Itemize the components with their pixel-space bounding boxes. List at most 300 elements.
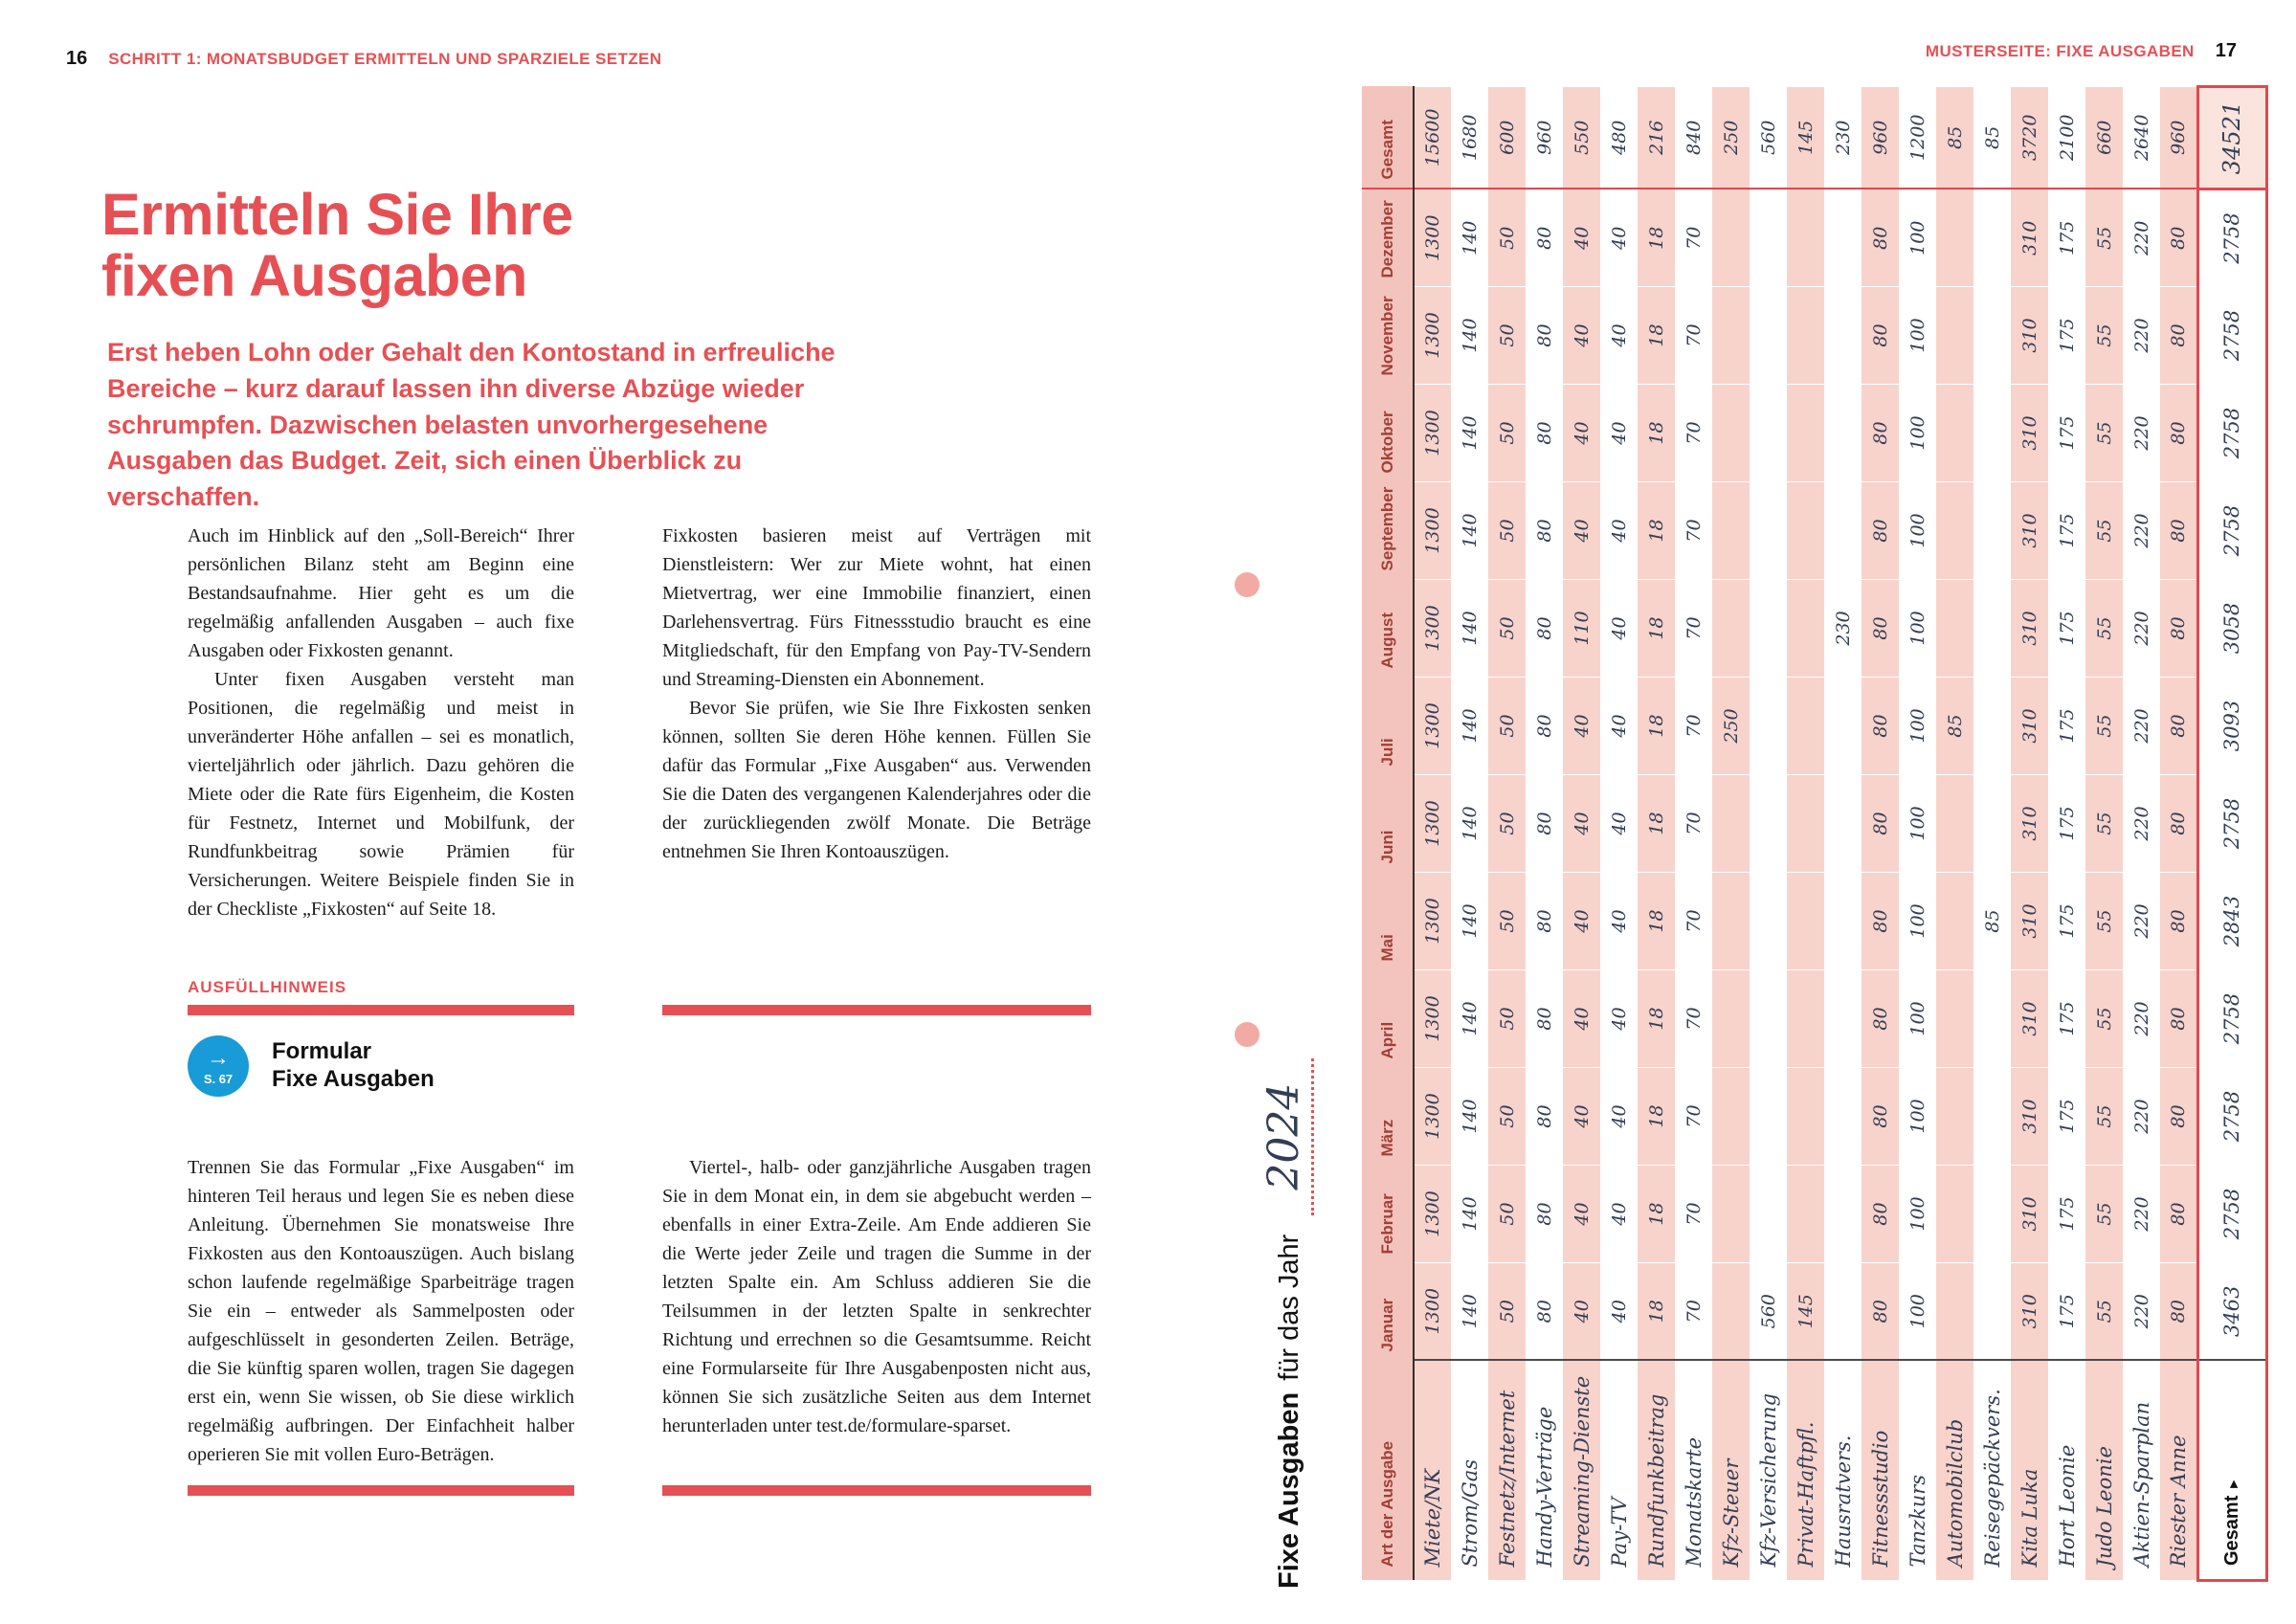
- month-value-cell: 70: [1675, 775, 1712, 873]
- paragraph: Trennen Sie das Formular „Fixe Ausgaben“ im hinteren Teil heraus und legen Sie es neben diese Anleitung. Übernehmen Sie monatsweise Ihre Fixkosten aus den Kontoauszügen. Auch bislang schon laufende regelmäßige Sparbeiträge tragen Sie ein – entweder als Sammelposten oder aufgeschlüsselt in gesonderten Zeilen. Beträge, die Sie künftig sparen wollen, tragen Sie dagegen erst ein, wenn Sie wissen, ob Sie diese wirklich regelmäßig aufbringen. Der Einfachheit halber operieren Sie mit vollen Euro-Beträgen.: [188, 1157, 574, 1465]
- expense-row: [1600, 87, 1638, 1581]
- month-value-cell: 80: [2160, 385, 2197, 482]
- form-reference-line2: Fixe Ausgaben: [272, 1066, 435, 1092]
- month-value-cell: [1750, 1166, 1787, 1263]
- month-value-cell: [1712, 1263, 1750, 1361]
- month-value-cell: 100: [1899, 189, 1936, 287]
- month-value-cell: 55: [2085, 385, 2123, 482]
- row-total-cell: 550: [1563, 87, 1600, 189]
- month-value-cell: 80: [1861, 580, 1899, 678]
- month-value-cell: [1936, 1068, 1973, 1166]
- month-value-cell: 70: [1675, 385, 1712, 482]
- column-header-month: März: [1362, 1068, 1414, 1166]
- month-value-cell: 80: [1861, 287, 1899, 385]
- month-value-cell: 40: [1563, 1166, 1600, 1263]
- month-value-cell: 80: [2160, 873, 2197, 970]
- month-value-cell: [1824, 482, 1861, 580]
- paragraph: Fixkosten basieren meist auf Verträgen mit Dienstleistern: Wer zur Miete wohnt, hat einen Mietvertrag, wer eine Immobilie finanziert, einen Darlehensvertrag. Fürs Fitnessstudio braucht es eine Mitgliedschaft, für den Empfang von Pay-TV-Sendern und Streaming-Diensten ein Abonnement.: [662, 525, 1091, 690]
- month-value-cell: 175: [2048, 970, 2085, 1068]
- month-total-cell: 3058: [2197, 580, 2266, 678]
- expense-row: [1861, 87, 1899, 1581]
- month-value-cell: [1787, 1068, 1824, 1166]
- expense-row: [2011, 87, 2048, 1581]
- month-value-cell: 50: [1488, 287, 1526, 385]
- row-total-cell: 85: [1936, 87, 1973, 189]
- month-value-cell: 40: [1600, 385, 1638, 482]
- month-value-cell: 220: [2123, 1068, 2160, 1166]
- month-value-cell: 80: [1861, 873, 1899, 970]
- month-value-cell: 40: [1600, 189, 1638, 287]
- expense-row: [1824, 87, 1861, 1581]
- intro-paragraph: Erst heben Lohn oder Gehalt den Kontostand in erfreuliche Bereiche – kurz darauf lassen ihn diverse Abzüge wieder schrumpfen. Dazwischen belasten unvorhergesehene Ausgaben das Budget. Zeit, sich einen Überblick zu verschaffen.: [107, 338, 836, 512]
- month-value-cell: 220: [2123, 970, 2160, 1068]
- month-value-cell: 18: [1638, 678, 1675, 775]
- body-column-2: [662, 522, 1091, 866]
- arrow-icon: ▸: [2224, 1480, 2241, 1488]
- month-value-cell: 40: [1600, 970, 1638, 1068]
- month-value-cell: 80: [1861, 1166, 1899, 1263]
- month-value-cell: 220: [2123, 775, 2160, 873]
- month-value-cell: 220: [2123, 385, 2160, 482]
- column-header-month: Oktober: [1362, 385, 1414, 482]
- month-value-cell: 140: [1451, 1263, 1488, 1361]
- month-value-cell: 140: [1451, 775, 1488, 873]
- month-value-cell: 80: [2160, 287, 2197, 385]
- month-value-cell: 80: [1526, 287, 1563, 385]
- paragraph: Auch im Hinblick auf den „Soll-Bereich“ Ihrer persönlichen Bilanz steht am Beginn eine Bestandsaufnahme. Hier geht es um die regelmäßig anfallenden Ausgaben – auch fixe Ausgaben oder Fixkosten genannt.: [188, 525, 574, 661]
- row-total-cell: 230: [1824, 87, 1861, 189]
- month-value-cell: 100: [1899, 678, 1936, 775]
- month-value-cell: [1787, 970, 1824, 1068]
- expense-row: [1451, 87, 1488, 1581]
- month-value-cell: [1787, 580, 1824, 678]
- month-value-cell: 80: [1526, 482, 1563, 580]
- month-value-cell: [1712, 482, 1750, 580]
- month-value-cell: 140: [1451, 873, 1488, 970]
- month-value-cell: 310: [2011, 1166, 2048, 1263]
- fixe-ausgaben-grid: [1362, 85, 2268, 1582]
- expense-name: Tanzkurs: [1899, 1361, 1936, 1581]
- month-total-cell: 3093: [2197, 678, 2266, 775]
- month-value-cell: 140: [1451, 678, 1488, 775]
- expense-name: Kfz-Versicherung: [1750, 1361, 1787, 1581]
- month-value-cell: [1824, 775, 1861, 873]
- month-value-cell: 1300: [1414, 970, 1451, 1068]
- month-value-cell: 1300: [1414, 482, 1451, 580]
- month-value-cell: 175: [2048, 580, 2085, 678]
- month-value-cell: 80: [1526, 1166, 1563, 1263]
- month-value-cell: 310: [2011, 287, 2048, 385]
- month-value-cell: [1712, 1068, 1750, 1166]
- column-header-month: Dezember: [1362, 189, 1414, 287]
- month-value-cell: 80: [1526, 1068, 1563, 1166]
- month-value-cell: 85: [1936, 678, 1973, 775]
- month-value-cell: 140: [1451, 970, 1488, 1068]
- page-title-line2: fixen Ausgaben: [101, 243, 527, 309]
- column-header-month: Februar: [1362, 1166, 1414, 1263]
- month-total-cell: 2843: [2197, 873, 2266, 970]
- month-value-cell: 70: [1675, 189, 1712, 287]
- expense-name: Automobilclub: [1936, 1361, 1973, 1581]
- month-value-cell: [1712, 775, 1750, 873]
- month-value-cell: 100: [1899, 775, 1936, 873]
- month-value-cell: 310: [2011, 970, 2048, 1068]
- month-value-cell: 40: [1600, 482, 1638, 580]
- expense-row: [1488, 87, 1526, 1581]
- expense-row: [2085, 87, 2123, 1581]
- month-value-cell: 55: [2085, 580, 2123, 678]
- month-value-cell: [1750, 775, 1787, 873]
- expense-row: [1675, 87, 1712, 1581]
- body-column-4: [662, 1153, 1091, 1440]
- column-header-month: Januar: [1362, 1263, 1414, 1361]
- month-value-cell: 40: [1563, 385, 1600, 482]
- month-value-cell: 80: [2160, 1068, 2197, 1166]
- month-total-cell: 2758: [2197, 482, 2266, 580]
- month-value-cell: [1936, 287, 1973, 385]
- month-total-cell: 2758: [2197, 970, 2266, 1068]
- month-value-cell: 50: [1488, 678, 1526, 775]
- month-value-cell: 55: [2085, 287, 2123, 385]
- column-header-art-der-ausgabe: Art der Ausgabe: [1362, 1361, 1414, 1581]
- row-total-cell: 960: [2160, 87, 2197, 189]
- month-value-cell: 80: [1526, 385, 1563, 482]
- month-value-cell: 40: [1600, 678, 1638, 775]
- month-value-cell: 40: [1563, 189, 1600, 287]
- month-value-cell: 80: [1526, 873, 1563, 970]
- month-value-cell: 80: [1861, 189, 1899, 287]
- month-value-cell: 18: [1638, 1166, 1675, 1263]
- expense-name: Privat-Haftpfl.: [1787, 1361, 1824, 1581]
- month-value-cell: 18: [1638, 482, 1675, 580]
- row-total-cell: 660: [2085, 87, 2123, 189]
- month-value-cell: 80: [1861, 678, 1899, 775]
- month-value-cell: 55: [2085, 678, 2123, 775]
- month-value-cell: 18: [1638, 775, 1675, 873]
- month-value-cell: 175: [2048, 189, 2085, 287]
- paragraph: Unter fixen Ausgaben versteht man Positionen, die regelmäßig und meist in unveränderter Höhe anfallen – sei es monatlich, vierteljährlich oder jährlich. Dazu gehören die Miete oder die Rate fürs Eigenheim, die Kosten für Festnetz, Internet und Mobilfunk, der Rundfunkbeitrag sowie Prämien für Versicherungen. Weitere Beispiele finden Sie in der Checkliste „Fixkosten“ auf Seite 18.: [188, 669, 574, 920]
- month-value-cell: 220: [2123, 1263, 2160, 1361]
- month-value-cell: [1936, 873, 1973, 970]
- row-total-cell: 2640: [2123, 87, 2160, 189]
- month-value-cell: [1936, 580, 1973, 678]
- month-value-cell: [1973, 1068, 2011, 1166]
- month-value-cell: [1712, 970, 1750, 1068]
- month-total-cell: 2758: [2197, 775, 2266, 873]
- month-value-cell: 1300: [1414, 873, 1451, 970]
- month-value-cell: 310: [2011, 873, 2048, 970]
- month-value-cell: 100: [1899, 287, 1936, 385]
- month-value-cell: 50: [1488, 385, 1526, 482]
- month-value-cell: 1300: [1414, 1166, 1451, 1263]
- month-value-cell: [1936, 970, 1973, 1068]
- month-value-cell: [1750, 189, 1787, 287]
- grand-total-cell: 34521: [2197, 87, 2266, 189]
- divider-bar: [662, 1485, 1091, 1496]
- divider-bar: [188, 1005, 574, 1015]
- month-value-cell: 80: [1861, 775, 1899, 873]
- row-total-cell: 250: [1712, 87, 1750, 189]
- paragraph: Viertel-, halb- oder ganzjährliche Ausgaben tragen Sie in dem Monat ein, in dem sie abgebucht werden – ebenfalls in einer Extra-Zeile. Am Ende addieren Sie die Werte jeder Zeile und tragen die Summe in der letzten Spalte ein. Am Schluss addieren Sie die Teilsummen in der letzten Spalte in senkrechter Richtung und errechnen so die Gesamtsumme. Reicht eine Formularseite für Ihre Ausgabenposten nicht aus, können Sie sich zusätzliche Seiten aus dem Internet herunterladen unter test.de/formulare-sparset.: [662, 1157, 1091, 1436]
- expense-row: [1750, 87, 1787, 1581]
- month-value-cell: 80: [2160, 1166, 2197, 1263]
- decorative-dot: [1235, 572, 1259, 597]
- column-header-month: Juni: [1362, 775, 1414, 873]
- month-value-cell: 110: [1563, 580, 1600, 678]
- month-value-cell: 40: [1563, 1263, 1600, 1361]
- month-value-cell: [1824, 1263, 1861, 1361]
- month-value-cell: 50: [1488, 580, 1526, 678]
- expense-name: Riester Anne: [2160, 1361, 2197, 1581]
- month-value-cell: [1787, 482, 1824, 580]
- month-value-cell: 40: [1600, 1166, 1638, 1263]
- month-value-cell: [1973, 1166, 2011, 1263]
- month-value-cell: [1750, 678, 1787, 775]
- month-value-cell: [1824, 678, 1861, 775]
- month-value-cell: 80: [2160, 580, 2197, 678]
- month-value-cell: 80: [1526, 678, 1563, 775]
- month-value-cell: 1300: [1414, 678, 1451, 775]
- year-value: 2024: [1259, 1082, 1308, 1190]
- month-value-cell: 40: [1600, 287, 1638, 385]
- row-total-cell: 216: [1638, 87, 1675, 189]
- right-kicker: MUSTERSEITE: FIXE AUSGABEN: [1925, 42, 2195, 60]
- month-value-cell: 80: [1861, 385, 1899, 482]
- month-value-cell: 70: [1675, 1263, 1712, 1361]
- month-value-cell: 50: [1488, 1166, 1526, 1263]
- month-value-cell: [1973, 678, 2011, 775]
- month-value-cell: 50: [1488, 1263, 1526, 1361]
- month-value-cell: 310: [2011, 385, 2048, 482]
- month-value-cell: 18: [1638, 970, 1675, 1068]
- expense-row: [2123, 87, 2160, 1581]
- month-value-cell: 80: [1861, 482, 1899, 580]
- month-value-cell: 175: [2048, 1166, 2085, 1263]
- month-value-cell: [1936, 385, 1973, 482]
- expense-name: Pay-TV: [1600, 1361, 1638, 1581]
- month-total-cell: 2758: [2197, 385, 2266, 482]
- month-value-cell: 175: [2048, 287, 2085, 385]
- month-value-cell: 70: [1675, 873, 1712, 970]
- month-value-cell: [1936, 482, 1973, 580]
- divider-bar: [662, 1005, 1091, 1015]
- table-header-row: [1362, 87, 1414, 1581]
- month-value-cell: [1750, 873, 1787, 970]
- month-value-cell: 80: [1526, 775, 1563, 873]
- month-value-cell: [1712, 1166, 1750, 1263]
- month-value-cell: 70: [1675, 970, 1712, 1068]
- body-column-1: [188, 522, 574, 923]
- month-value-cell: 80: [1861, 1068, 1899, 1166]
- expense-name: Hausratvers.: [1824, 1361, 1861, 1581]
- month-value-cell: 100: [1899, 873, 1936, 970]
- month-value-cell: [1712, 873, 1750, 970]
- month-value-cell: 80: [1526, 189, 1563, 287]
- expense-name: Reisegepäckvers.: [1973, 1361, 2011, 1581]
- month-value-cell: 175: [2048, 385, 2085, 482]
- month-value-cell: 220: [2123, 678, 2160, 775]
- month-value-cell: [1973, 1263, 2011, 1361]
- row-total-cell: 15600: [1414, 87, 1451, 189]
- month-value-cell: 80: [1526, 1263, 1563, 1361]
- row-total-cell: 840: [1675, 87, 1712, 189]
- month-value-cell: 80: [1861, 1263, 1899, 1361]
- column-header-month: November: [1362, 287, 1414, 385]
- month-value-cell: [1973, 385, 2011, 482]
- month-value-cell: 70: [1675, 580, 1712, 678]
- page-title-line1: Ermitteln Sie Ihre: [101, 182, 573, 247]
- month-value-cell: 1300: [1414, 385, 1451, 482]
- month-value-cell: 55: [2085, 970, 2123, 1068]
- month-value-cell: [1750, 287, 1787, 385]
- expense-row: [1787, 87, 1824, 1581]
- expense-name: Handy-Verträge: [1526, 1361, 1563, 1581]
- month-value-cell: [1787, 678, 1824, 775]
- row-total-cell: 560: [1750, 87, 1787, 189]
- month-value-cell: [1973, 580, 2011, 678]
- column-header-month: April: [1362, 970, 1414, 1068]
- month-value-cell: 40: [1600, 873, 1638, 970]
- month-value-cell: 220: [2123, 873, 2160, 970]
- month-value-cell: 55: [2085, 873, 2123, 970]
- month-value-cell: [1973, 482, 2011, 580]
- month-value-cell: 55: [2085, 1263, 2123, 1361]
- expense-name: Rundfunkbeitrag: [1638, 1361, 1675, 1581]
- month-value-cell: [1750, 580, 1787, 678]
- expense-row: [1973, 87, 2011, 1581]
- month-value-cell: 80: [2160, 482, 2197, 580]
- month-value-cell: 80: [2160, 678, 2197, 775]
- arrow-right-icon: →: [207, 1045, 230, 1071]
- expense-row: [1563, 87, 1600, 1581]
- month-value-cell: 40: [1563, 775, 1600, 873]
- month-value-cell: 140: [1451, 287, 1488, 385]
- month-value-cell: 40: [1563, 1068, 1600, 1166]
- month-value-cell: 40: [1563, 970, 1600, 1068]
- month-value-cell: [1712, 287, 1750, 385]
- column-header-month: Juli: [1362, 678, 1414, 775]
- form-reference-title: [272, 1038, 435, 1094]
- month-value-cell: 1300: [1414, 287, 1451, 385]
- month-value-cell: 1300: [1414, 580, 1451, 678]
- expense-name: Monatskarte: [1675, 1361, 1712, 1581]
- month-value-cell: 175: [2048, 1068, 2085, 1166]
- month-value-cell: 175: [2048, 775, 2085, 873]
- month-total-cell: 2758: [2197, 287, 2266, 385]
- expense-row: [2160, 87, 2197, 1581]
- month-value-cell: 70: [1675, 1068, 1712, 1166]
- month-value-cell: [1787, 189, 1824, 287]
- month-value-cell: 40: [1563, 678, 1600, 775]
- month-value-cell: 40: [1563, 482, 1600, 580]
- month-value-cell: [1824, 970, 1861, 1068]
- month-value-cell: 1300: [1414, 1263, 1451, 1361]
- month-value-cell: [1787, 873, 1824, 970]
- fixe-ausgaben-table: [1362, 88, 2268, 1582]
- month-value-cell: 40: [1600, 1068, 1638, 1166]
- month-value-cell: 175: [2048, 482, 2085, 580]
- month-value-cell: 18: [1638, 189, 1675, 287]
- month-value-cell: 145: [1787, 1263, 1824, 1361]
- month-value-cell: 175: [2048, 1263, 2085, 1361]
- row-total-cell: 1200: [1899, 87, 1936, 189]
- month-value-cell: 140: [1451, 482, 1488, 580]
- left-page-number: 16: [66, 48, 88, 69]
- month-value-cell: [1787, 287, 1824, 385]
- column-header-month: August: [1362, 580, 1414, 678]
- month-value-cell: [1936, 1263, 1973, 1361]
- row-total-cell: 3720: [2011, 87, 2048, 189]
- month-value-cell: 1300: [1414, 775, 1451, 873]
- month-value-cell: 100: [1899, 482, 1936, 580]
- month-value-cell: 1300: [1414, 1068, 1451, 1166]
- expense-name: Kfz-Steuer: [1712, 1361, 1750, 1581]
- month-value-cell: 220: [2123, 189, 2160, 287]
- form-reference-line1: Formular: [272, 1038, 372, 1065]
- table-title-rest: für das Jahr: [1274, 1234, 1304, 1381]
- expense-row: [1414, 87, 1451, 1581]
- month-total-cell: 2758: [2197, 1068, 2266, 1166]
- row-total-cell: 85: [1973, 87, 2011, 189]
- month-value-cell: 100: [1899, 1263, 1936, 1361]
- month-value-cell: 80: [1526, 580, 1563, 678]
- month-value-cell: 80: [2160, 775, 2197, 873]
- month-total-cell: 3463: [2197, 1263, 2266, 1361]
- month-value-cell: 50: [1488, 189, 1526, 287]
- month-value-cell: [1824, 873, 1861, 970]
- row-total-cell: 960: [1526, 87, 1563, 189]
- month-value-cell: [1936, 189, 1973, 287]
- body-column-3: [188, 1153, 574, 1469]
- month-value-cell: [1787, 775, 1824, 873]
- paragraph: Bevor Sie prüfen, wie Sie Ihre Fixkosten senken können, sollten Sie deren Höhe kennen. Füllen Sie dafür das Formular „Fixe Ausgaben“ aus. Verwenden Sie die Daten des vergangenen Kalenderjahres oder die der zurückliegenden zwölf Monate. Die Beträge entnehmen Sie Ihren Kontoauszügen.: [662, 698, 1091, 862]
- right-page-number: 17: [2215, 40, 2237, 61]
- month-value-cell: 85: [1973, 873, 2011, 970]
- totals-row: [2197, 87, 2266, 1581]
- month-value-cell: 18: [1638, 385, 1675, 482]
- month-value-cell: [1712, 580, 1750, 678]
- month-value-cell: 80: [2160, 1263, 2197, 1361]
- month-value-cell: [1973, 189, 2011, 287]
- month-value-cell: 70: [1675, 287, 1712, 385]
- hint-label: AUSFÜLLHINWEIS: [188, 978, 347, 996]
- month-value-cell: 175: [2048, 873, 2085, 970]
- month-value-cell: [1973, 970, 2011, 1068]
- month-value-cell: [1973, 775, 2011, 873]
- month-value-cell: 310: [2011, 1263, 2048, 1361]
- month-value-cell: 18: [1638, 287, 1675, 385]
- form-reference: [188, 1035, 435, 1097]
- month-value-cell: [1824, 189, 1861, 287]
- month-value-cell: 310: [2011, 1068, 2048, 1166]
- month-value-cell: 50: [1488, 873, 1526, 970]
- expense-name: Strom/Gas: [1451, 1361, 1488, 1581]
- expense-name: Miete/NK: [1414, 1361, 1451, 1581]
- expense-name: Hort Leonie: [2048, 1361, 2085, 1581]
- month-value-cell: 220: [2123, 287, 2160, 385]
- month-value-cell: 80: [1861, 970, 1899, 1068]
- month-value-cell: 175: [2048, 678, 2085, 775]
- month-value-cell: 100: [1899, 1166, 1936, 1263]
- month-value-cell: 100: [1899, 580, 1936, 678]
- column-header-month: Mai: [1362, 873, 1414, 970]
- month-value-cell: 250: [1712, 678, 1750, 775]
- decorative-dot: [1235, 1022, 1259, 1047]
- month-value-cell: [1824, 1068, 1861, 1166]
- expense-name: Festnetz/Internet: [1488, 1361, 1526, 1581]
- expense-name: Aktien-Sparplan: [2123, 1361, 2160, 1581]
- month-value-cell: 1300: [1414, 189, 1451, 287]
